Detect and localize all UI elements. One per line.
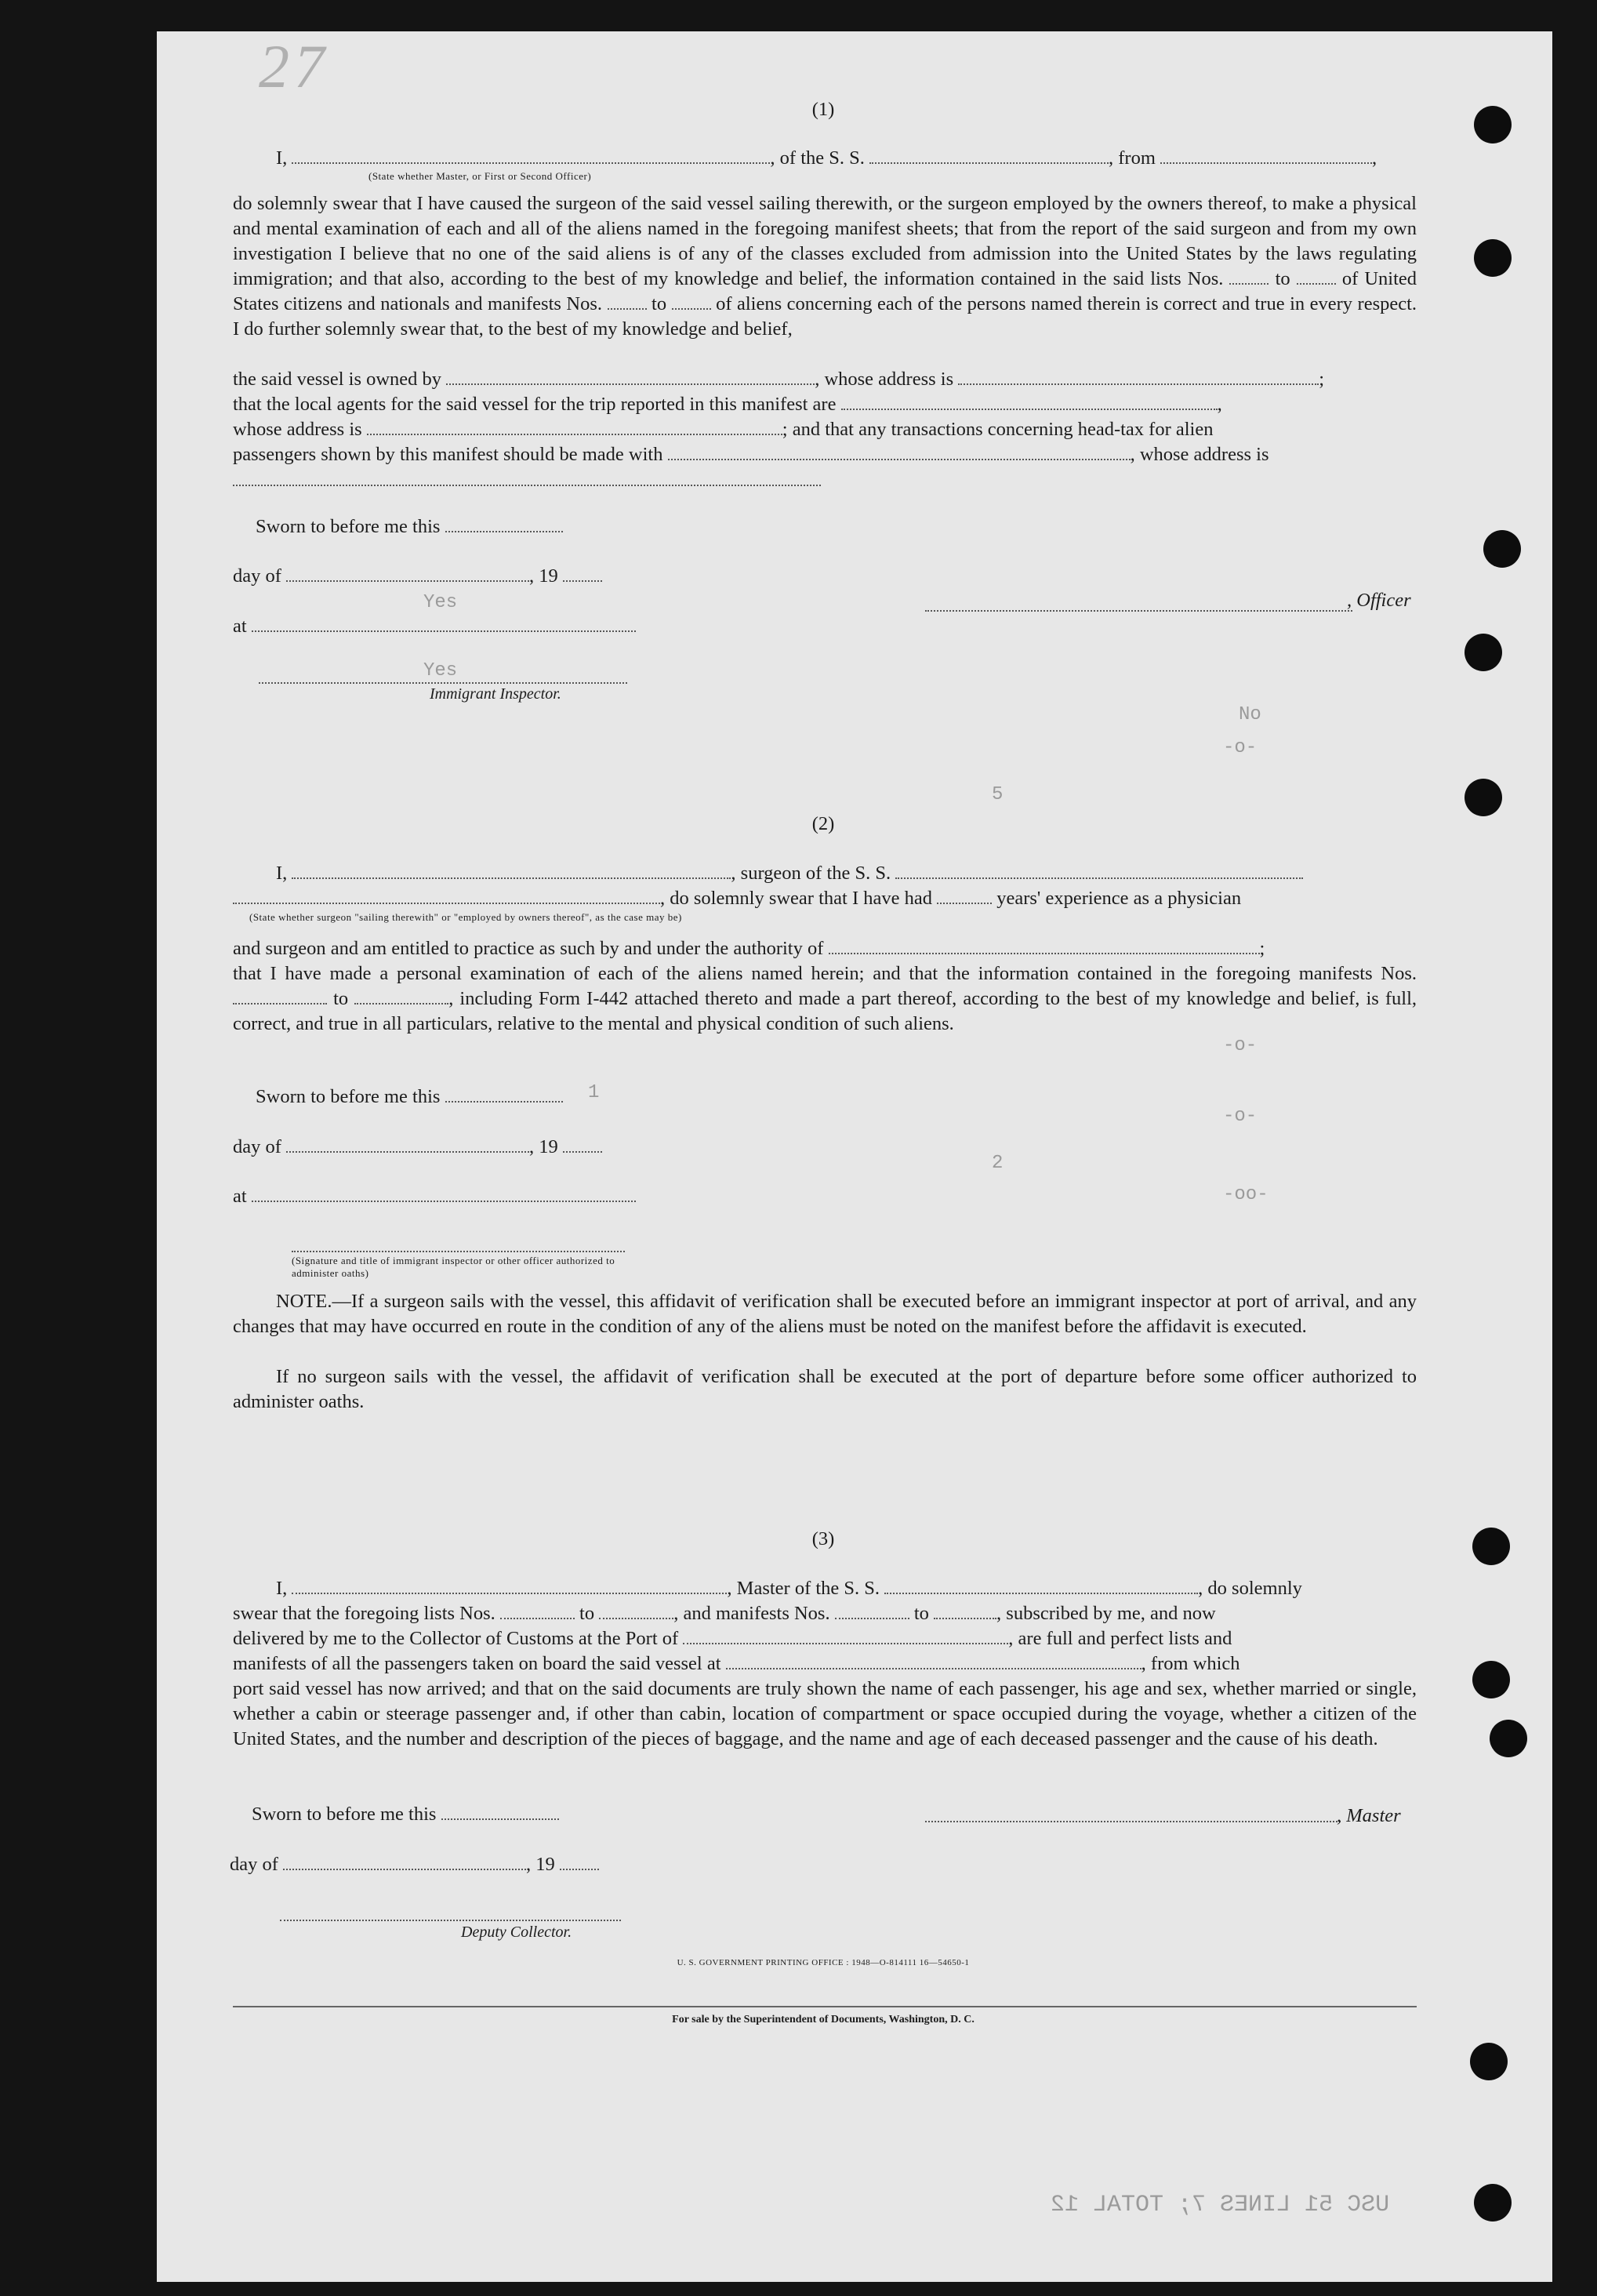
agent-address-field[interactable] — [367, 418, 782, 435]
surgeon-ship-field[interactable] — [895, 862, 1303, 879]
signature-caption: (Signature and title of immigrant inspector or other officer authorized to administer oaths) — [292, 1255, 615, 1279]
lists-to-field[interactable] — [1297, 267, 1336, 285]
owned-by-line: the said vessel is owned by , whose address is ; — [233, 369, 1325, 390]
sworn-day-field[interactable] — [445, 1085, 563, 1103]
note-1: NOTE.—If a surgeon sails with the vessel, this affidavit of verification shall be executed before an immigrant inspector at port of arrival, and any changes that may have occurred en route in the condition of any of the aliens must be noted on the manifest before the affidavit is executed. — [233, 1291, 1417, 1337]
master-manifests-to-field[interactable] — [934, 1602, 996, 1619]
place-field[interactable] — [252, 1185, 636, 1202]
sworn-day-field[interactable] — [445, 515, 563, 532]
label-of-ss: , of the S. S. — [770, 147, 865, 169]
section1-body: do solemnly swear that I have caused the surgeon of the said vessel sailing therewith, or the surgeon employed by the owners thereof, to make a physical and mental examination of each and all of the aliens named in the foregoing manifest sheets; that from the report of the said surgeon and from my own investigation I believe that no one of the said aliens is of any of the classes excluded from admission into the United States by the laws regulating immigration; and that also, according to the best of my knowledge and belief, the information contained in the said lists Nos. to of United States citizens and nationals and manifests Nos. to of aliens concerning each of the persons named therein is correct and true in every respect. I do further solemnly swear that, to the best of my knowledge and belief, — [233, 193, 1417, 340]
master-lists-to-field[interactable] — [599, 1602, 673, 1619]
year-field[interactable] — [563, 565, 602, 582]
month-field[interactable] — [283, 1853, 526, 1870]
deputy-collector-signature-line — [280, 1920, 621, 1921]
section2-body: that I have made a personal examination of each of the aliens named herein; and that the information contained in the foregoing manifests Nos. to , including Form I-442 attached thereto and made a part thereof, according to the best of my knowledge and belief, is full, correct, and true in all particulars, relative to the mental and physical condition of such aliens. — [233, 963, 1417, 1034]
officer-name-field[interactable] — [292, 147, 770, 164]
local-agents-line: that the local agents for the said vessel for the trip reported in this manifest are , — [233, 394, 1222, 415]
for-sale-line: For sale by the Superintendent of Documents, Washington, D. C. — [672, 2014, 975, 2025]
punch-hole — [1465, 634, 1502, 671]
from-port-field[interactable] — [1160, 147, 1372, 164]
manifests-from-field[interactable] — [608, 292, 647, 310]
master-lists-from-field[interactable] — [500, 1602, 575, 1619]
month-field[interactable] — [286, 1135, 529, 1153]
taken-on-line: manifests of all the passengers taken on board the said vessel at , from which — [233, 1653, 1240, 1674]
authority-field[interactable] — [829, 937, 1260, 954]
day-of-line-2: day of , 19 — [233, 1135, 602, 1160]
master-ship-field[interactable] — [884, 1577, 1198, 1594]
authority-line: and surgeon and am entitled to practice as such by and under the authority of ; — [233, 938, 1265, 959]
surgeon-type-field[interactable] — [233, 887, 660, 904]
day-of-line-1: day of , 19 — [233, 564, 602, 589]
punch-hole — [1474, 106, 1512, 144]
master-name-field[interactable] — [292, 1577, 727, 1594]
surgeon-manifests-to-field[interactable] — [354, 987, 448, 1004]
surgeon-manifests-from-field[interactable] — [233, 987, 327, 1004]
sworn-line-2: Sworn to before me this — [256, 1084, 563, 1110]
year-field[interactable] — [563, 1135, 602, 1153]
punch-hole — [1474, 239, 1512, 277]
punch-hole — [1465, 779, 1502, 816]
agent-address-line: whose address is ; and that any transactions concerning head-tax for alien — [233, 419, 1214, 440]
footer-rule — [233, 2006, 1417, 2007]
month-field[interactable] — [286, 565, 529, 582]
officer-caption: (State whether Master, or First or Second Officer) — [368, 170, 592, 182]
years-field[interactable] — [937, 887, 992, 904]
punch-hole — [1472, 1661, 1510, 1698]
inspector-signature-line — [259, 682, 627, 684]
sworn-line-1: Sworn to before me this — [256, 514, 563, 539]
label-from: , from — [1109, 147, 1156, 169]
master-label: , Master — [1337, 1805, 1401, 1826]
punch-hole — [1472, 1528, 1510, 1565]
owner-address-field[interactable] — [958, 368, 1319, 385]
at-line-1: at — [233, 614, 636, 639]
sworn-day-field[interactable] — [441, 1803, 559, 1820]
bleed-mark: 5 — [992, 784, 1004, 805]
experience-line: , do solemnly swear that I have had years' experience as a physician — [233, 886, 1417, 911]
surgeon-line: I, , surgeon of the S. S. — [276, 861, 1417, 886]
port-line: delivered by me to the Collector of Customs at the Port of , are full and perfect lists and — [233, 1628, 1232, 1649]
day-of-line-3: day of , 19 — [230, 1852, 599, 1877]
note-2: If no surgeon sails with the vessel, the affidavit of verification shall be executed at the port of departure before some officer authorized to administer oaths. — [233, 1366, 1417, 1412]
place-field[interactable] — [252, 615, 636, 632]
bleed-mark: -oo- — [1223, 1184, 1269, 1205]
master-manifests-from-field[interactable] — [835, 1602, 909, 1619]
lists-from-field[interactable] — [1229, 267, 1269, 285]
page-number-handwritten: 27 — [259, 32, 329, 100]
master-line: I, , Master of the S. S. , do solemnly — [276, 1578, 1302, 1599]
bleed-stamp: USC 51 LINES 7; TOTAL 12 — [1051, 2192, 1390, 2218]
ship-name-field[interactable] — [869, 147, 1109, 164]
surgeon-caption: (State whether surgeon "sailing therewith" or "employed by owners thereof", as the case may be) — [249, 911, 682, 923]
punch-hole — [1490, 1720, 1527, 1757]
bleed-mark: Yes — [423, 592, 458, 613]
local-agents-field[interactable] — [841, 393, 1218, 410]
punch-hole — [1474, 2184, 1512, 2222]
bleed-mark: 2 — [992, 1153, 1004, 1174]
bleed-mark: 1 — [588, 1082, 600, 1103]
address-continuation-line — [233, 485, 821, 486]
passengers-line: passengers shown by this manifest should be made with , whose address is — [233, 444, 1269, 465]
manifests-to-field[interactable] — [672, 292, 711, 310]
section3-body: port said vessel has now arrived; and that on the said documents are truly shown the name of each passenger, his age and sex, whether married or single, whether a cabin or steerage passenger and, if other than cabin, location of compartment or space occupied during the voyage, whether a citizen of the United States, and the number and description of the pieces of baggage, and the name and age of each deceased passenger and the cause of his death. — [233, 1678, 1417, 1749]
lists-line: swear that the foregoing lists Nos. to , and manifests Nos. to , subscribed by me, and now — [233, 1603, 1216, 1624]
head-tax-party-field[interactable] — [668, 443, 1131, 460]
bleed-mark: -o- — [1223, 737, 1258, 758]
master-signature-line — [925, 1821, 1341, 1822]
deputy-collector-label: Deputy Collector. — [461, 1924, 572, 1941]
surgeon-name-field[interactable] — [292, 862, 731, 879]
printing-office-line: U. S. GOVERNMENT PRINTING OFFICE : 1948—O-814111 16—54650-1 — [677, 1958, 970, 1967]
label-i: I, — [276, 147, 288, 169]
punch-hole — [1470, 2043, 1508, 2080]
bleed-mark: No — [1239, 704, 1261, 725]
customs-port-field[interactable] — [683, 1627, 1008, 1644]
punch-hole — [1483, 530, 1521, 568]
officer-label: , Officer — [1347, 590, 1411, 611]
at-line-2: at — [233, 1184, 636, 1209]
sworn-line-3: Sworn to before me this — [252, 1802, 559, 1827]
year-field[interactable] — [560, 1853, 599, 1870]
immigrant-inspector-label: Immigrant Inspector. — [430, 685, 561, 703]
bleed-mark: -o- — [1223, 1035, 1258, 1056]
section-number: (3) — [811, 1528, 835, 1549]
officer-line: I, , of the S. S. , from , — [276, 147, 1377, 169]
officer-signature-line — [925, 610, 1352, 612]
embarkation-port-field[interactable] — [726, 1652, 1141, 1669]
bleed-mark: -o- — [1223, 1106, 1258, 1127]
owner-field[interactable] — [446, 368, 815, 385]
section-number: (1) — [811, 99, 835, 120]
bleed-mark: Yes — [423, 660, 458, 681]
oath-officer-signature-line — [292, 1251, 625, 1252]
section-number: (2) — [811, 813, 835, 834]
